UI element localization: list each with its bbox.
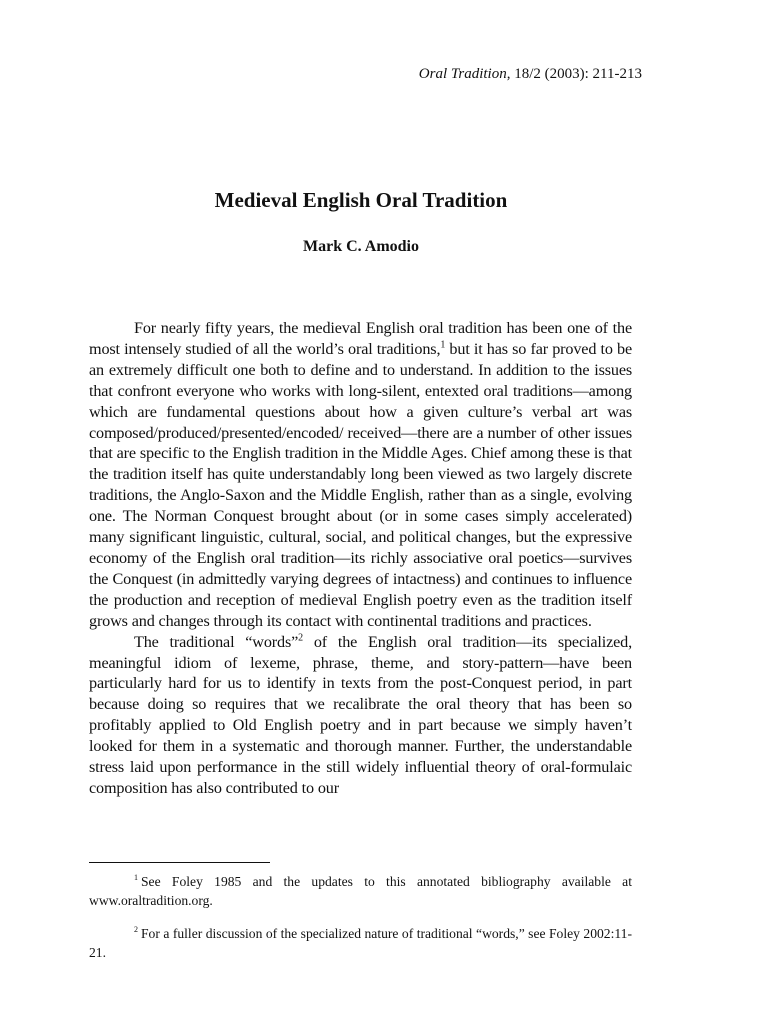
article-author: Mark C. Amodio <box>303 238 419 255</box>
footnote-1-text: See Foley 1985 and the updates to this annotated bibliography available at www.oraltradition.org. <box>89 874 632 908</box>
paragraph-2 <box>89 632 632 799</box>
journal-name: Oral Tradition <box>418 66 507 82</box>
journal-citation <box>419 64 642 84</box>
paragraph-2-text-a: The traditional “words” <box>134 632 299 651</box>
footnote-2 <box>89 924 632 962</box>
citation-details: , 18/2 (2003): 211-213 <box>506 66 642 82</box>
paragraph-2-text-b: of the English oral tradition—its specialized, meaningful idiom of lexeme, phrase, theme, and story-pattern—have been particularly hard for us to identify in texts from the post-Conquest period, in part because doing so requires that we recalibrate the oral theory that has been so profitably applied to Old English poetry and in part because we simply haven’t looked for them in a systematic and thorough manner. Further, the understandable stress laid upon performance in the still widely influential theory of oral-formulaic composition has also contributed to our <box>89 632 632 797</box>
footnote-ref-2: 2 <box>298 632 303 644</box>
footnote-1 <box>89 872 632 910</box>
paragraph-1 <box>89 318 632 632</box>
footnote-1-number: 1 <box>134 873 138 883</box>
footnote-2-number: 2 <box>134 925 138 935</box>
footnote-2-text: For a fuller discussion of the specialized nature of traditional “words,” see Foley 2002:11-21. <box>89 926 632 960</box>
footnotes <box>89 872 632 976</box>
article-title: Medieval English Oral Tradition <box>214 188 508 212</box>
footnote-separator <box>89 862 270 863</box>
body-text <box>89 318 632 799</box>
paragraph-1-text-a: For nearly fifty years, the medieval English oral tradition has been one of the most intensely studied of all the world’s oral traditions, <box>89 319 632 358</box>
footnote-ref-1: 1 <box>440 339 446 351</box>
paragraph-1-text-b: but it has so far proved to be an extremely difficult one both to define and to understand. In addition to the issues that confront everyone who works with long-silent, entexted oral traditions—among which are fundamental questions about how a given culture’s verbal art was composed/produced/presented/encoded/ received—there are a number of other issues that are specific to the English tradition in the Middle Ages. Chief among these is that the tradition itself has quite understandably long been viewed as two largely discrete traditions, the Anglo-Saxon and the Middle English, rather than as a single, evolving one. The Norman Conquest brought about (or in some cases simply accelerated) many significant linguistic, cultural, social, and political changes, but the expressive economy of the English oral tradition—its richly associative oral poetics—survives the Conquest (in admittedly varying degrees of intactness) and continues to influence the production and reception of medieval English poetry even as the tradition itself grows and changes through its contact with continental traditions and practices. <box>89 339 632 630</box>
